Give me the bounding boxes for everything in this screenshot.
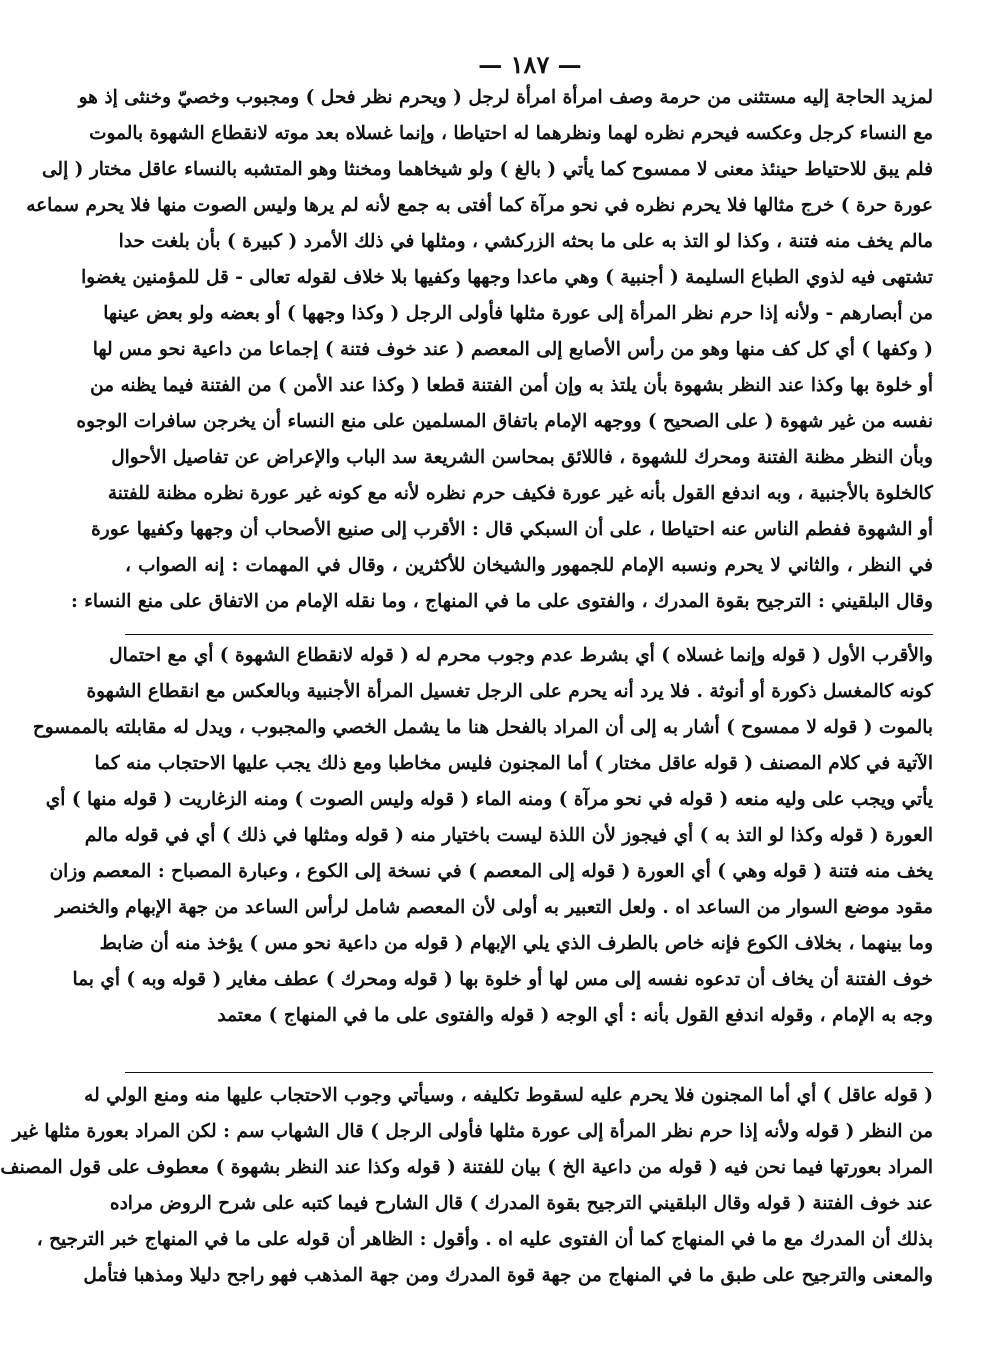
main-text-line: أو الشهوة ففطم الناس عنه احتياطا ، على أن السبكي قال : الأقرب إلى صنيع الأصحاب أن وجهها وكفيها عورة — [91, 519, 933, 540]
main-text-line: ( وكفها ) أي كل كف منها وهو من رأس الأصابع إلى المعصم ( عند خوف فتنة ) إجماعا من داعية نحو مس لها — [92, 339, 933, 360]
commentary-line: بذلك أن المدرك مع ما في المنهاج كما أن الفتوى عليه اه . وأقول : الظاهر أن قوله على ما في المنهاج خبر الترجيح ، — [36, 1229, 933, 1250]
commentary-line: ( قوله عاقل ) أي أما المجنون فلا يحرم عليه لسقوط تكليفه ، وسيأتي وجوب الاحتجاب عليها منه ومنع الولي له — [84, 1085, 933, 1106]
commentary-line: خوف الفتنة أن يخاف أن تدعوه نفسه إلى مس لها أو خلوة بها ( قوله ومحرك ) عطف مغاير ( قوله وبه ) أي بما — [72, 969, 933, 990]
main-text-line: مالم يخف منه فتنة ، وكذا لو التذ به على ما بحثه الزركشي ، ومثلها في ذلك الأمرد ( كبيرة ) بأن بلغت حدا — [118, 231, 933, 252]
commentary-line: يخف منه فتنة ( قوله وهي ) أي العورة ( قوله إلى المعصم ) في نسخة إلى الكوع ، وعبارة المصباح : المعصم وزان — [49, 861, 933, 882]
commentary-line: من النظر ( قوله ولأنه إذا حرم نظر المرأة إلى عورة مثلها فأولى الرجل ) قال الشهاب سم : لكن المراد بعورة مثلها غير — [12, 1121, 933, 1142]
commentary-line: عند خوف الفتنة ( قوله وقال البلقيني الترجيح بقوة المدرك ) قال الشارح فيما كتبه على شرح الروض مراده — [109, 1193, 933, 1214]
commentary-line: المراد بعورتها فيما نحن فيه ( قوله من داعية الخ ) بيان للفتنة ( قوله وكذا عند النظر بشهوة ) معطوف على قول المصنف — [0, 1157, 933, 1178]
commentary-line: كونه كالمغسل ذكورة أو أنوثة . فلا يرد أنه يحرم على الرجل تغسيل المرأة الأجنبية وبالعكس مع انقطاع الشهوة — [86, 681, 933, 702]
commentary-line: يأتي ويجب على وليه منعه ( قوله في نحو مرآة ) ومنه الماء ( قوله وليس الصوت ) ومنه الزغاريت ( قوله منها ) أي — [45, 789, 933, 810]
commentary-line: وما بينهما ، بخلاف الكوع فإنه خاص بالطرف الذي يلي الإبهام ( قوله من داعية نحو مس ) يؤخذ منه أن ضابط — [99, 933, 933, 954]
commentary-line: والأقرب الأول ( قوله وإنما غسلاه ) أي بشرط عدم وجوب محرم له ( قوله لانقطاع الشهوة ) أي مع احتمال — [109, 645, 933, 666]
main-text-line: نفسه من غير شهوة ( على الصحيح ) ووجهه الإمام باتفاق المسلمين على منع النساء أن يخرجن سافرات الوجوه — [76, 411, 933, 432]
commentary-block-2 — [0, 1078, 933, 1294]
divider-bottom — [125, 1072, 933, 1073]
main-text-line: وبأن النظر مظنة الفتنة ومحرك للشهوة ، فاللائق بمحاسن الشريعة سد الباب والإعراض عن تفاصيل الأحوال — [111, 447, 933, 468]
main-text-line: من أبصارهم - ولأنه إذا حرم نظر المرأة إلى عورة مثلها فأولى الرجل ( وكذا وجهها ) أو بعضه ولو بعض عينها — [103, 303, 933, 324]
main-text-line: وقال البلقيني : الترجيح بقوة المدرك ، والفتوى على ما في المنهاج ، وما نقله الإمام من الاتفاق على منع النساء : — [70, 591, 933, 612]
commentary-line: بالموت ( قوله لا ممسوح ) أشار به إلى أن المراد بالفحل هنا ما يشمل الخصي والمجبوب ، ويدل له مقابلته بالممسوح — [32, 717, 933, 738]
commentary-line: مقود موضع السوار من الساعد اه . ولعل التعبير به أولى لأن المعصم شامل لرأس الساعد من جهة الإبهام والخنصر — [55, 897, 933, 918]
main-text-line: في النظر ، والثاني لا يحرم ونسبه الإمام للجمهور والشيخان للأكثرين ، وقال في المهمات : إنه الصواب ، — [125, 555, 933, 576]
main-text-line: أو خلوة بها وكذا عند النظر بشهوة بأن يلتذ به وإن أمن الفتنة قطعا ( وكذا عند الأمن ) من الفتنة فيما يظنه من — [90, 375, 933, 396]
main-text-line: تشتهى فيه لذوي الطباع السليمة ( أجنبية ) وهي ماعدا وجهها وكفيها بلا خلاف لقوله تعالى - قل للمؤمنين يغضوا — [81, 267, 933, 288]
commentary-line: الآتية في كلام المصنف ( قوله عاقل مختار ) أما المجنون فليس مخاطبا ومع ذلك يجب عليها الاحتجاب منه كما — [94, 753, 933, 774]
divider-top — [125, 634, 933, 635]
commentary-line: العورة ( قوله وكذا لو التذ به ) أي فيجوز لأن اللذة ليست باختيار منه ( قوله ومثلها في ذلك ) أي في قوله مالم — [84, 825, 933, 846]
main-text-line: عورة حرة ) خرج مثالها فلا يحرم نظره في نحو مرآة كما أفتى به جمع لأنه لم يرها وليس الصوت منها فلا يحرم سماعه — [26, 195, 933, 216]
main-text-line: لمزيد الحاجة إليه مستثنى من حرمة وصف امرأة امرأة لرجل ( ويحرم نظر فحل ) ومجبوب وخصيّ وخنثى إذ هو — [78, 87, 933, 108]
main-text-line: مع النساء كرجل وعكسه فيحرم نظره لهما ونظرهما له احتياطا ، وإنما غسلاه بعد موته لانقطاع الشهوة بالموت — [89, 123, 933, 144]
main-text-block — [26, 80, 933, 620]
commentary-line: والمعنى والترجيح على طبق ما في المنهاج من جهة قوة المدرك ومن جهة المذهب فهو راجح دليلا ومذهبا فتأمل — [83, 1265, 933, 1286]
main-text-line: فلم يبق للاحتياط حينئذ معنى لا ممسوح كما يأتي ( بالغ ) ولو شيخاهما ومخنثا وهو المتشبه بالنساء عاقل مختار ( إلى — [42, 159, 933, 180]
commentary-block-1 — [32, 638, 933, 1034]
main-text-line: كالخلوة بالأجنبية ، وبه اندفع القول بأنه غير عورة فكيف حرم نظره لأنه مع كونه غير عورة نظره مظنة للفتنة — [107, 483, 933, 504]
commentary-line: وجه به الإمام ، وقوله اندفع القول بأنه : أي الوجه ( قوله والفتوى على ما في المنهاج ) معتمد — [217, 1005, 933, 1026]
page-number: — ١٨٧ — — [478, 50, 582, 79]
